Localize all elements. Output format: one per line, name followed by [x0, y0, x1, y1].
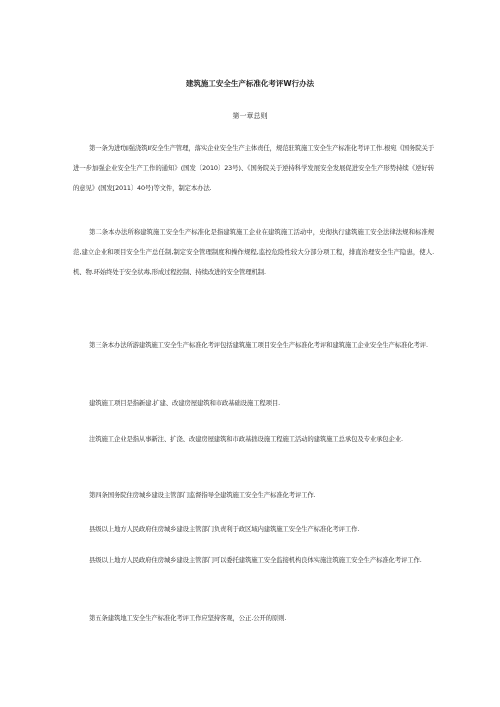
- article-2-paragraph: 第二条本办法所称建筑施工安全生产标准化是指建筑施工企业在建筑施工活动中，史彻执行建筑施工安全法律法规和标准规范,建立企业和项目安全生产总任制,制定安全管理制度和操作规程,监控危险性较大分部分项工程，排直治理安全生产隐患，使人.机、物.环始终处于安全状毒,形成过程控制、持续改进的安全管理机制.: [73, 228, 434, 276]
- chapter-heading: 第一章总则: [232, 112, 268, 120]
- article-3-paragraph: 第三条本办法所游建筑施工安全生产标准化考评包括建筑施工项目安全生产标准化考评和建筑施工企业安全生产标准化考评.: [89, 341, 428, 349]
- county-delegation-paragraph: 县级以上地方人民政府住房城乡建设主管部门可以委托建筑施工安全监接机构良体实施注筑施工安全生产标准化考评工作.: [89, 556, 422, 564]
- article-1-paragraph: 第一条为进f加强浇筑II安全生产管理，落实企业安全生产主体责任，规范驻筑施工安全生产标准化考评工作.根宛《国务院关于进一步加强企业安全生产工作的通知》(国发〔2010〕23号)、《国务院关于逆持科学发展安全发展促进安全生产形势持续《逆好转的意见》(国发[2011〕40号)等文件，制定本办法.: [73, 144, 434, 192]
- document-title: 建筑施工安全生产标准化考评W行办法: [185, 79, 315, 88]
- article-5-paragraph: 第五条建筑地工安全生产标准化考评工作应坚持客观，公正.公开的原则.: [89, 614, 287, 622]
- enterprise-definition-paragraph: 注筑施工企业是指从事新注、扩浇、改建房屋建筑和市政基拙设施工程施工活动的建筑施工总承包及专业承包企业.: [89, 435, 403, 443]
- project-definition-paragraph: 建筑施工项目是指新建.扩建、改建房屋建筑和市政基础设施工程项目.: [89, 399, 280, 407]
- article-4-paragraph: 第四条国务院住房城乡建设主管部门监督指导全建筑施工安全生产标准化考评工作.: [89, 491, 316, 499]
- county-responsibility-paragraph: 县级以上地方人民政府住房城乡建设主管部门负责利于政区域内建筑施工安全生产标准化考评工作.: [89, 525, 360, 533]
